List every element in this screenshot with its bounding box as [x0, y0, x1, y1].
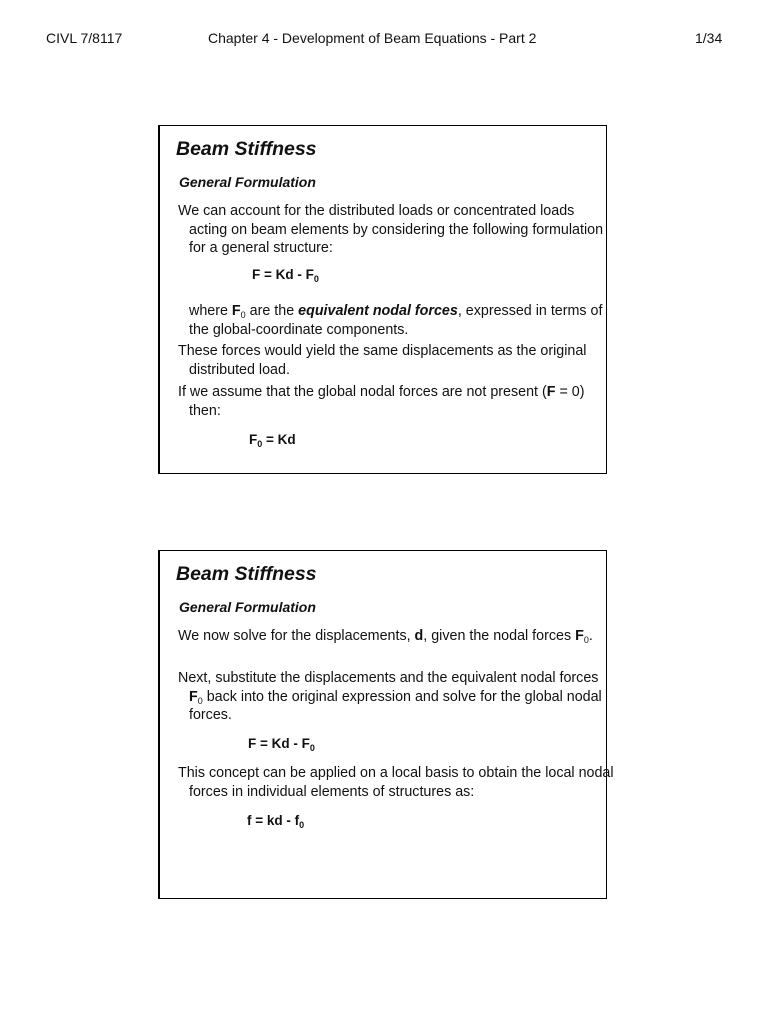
paragraph-same-displacements: These forces would yield the same displacements as the original distributed load.: [178, 343, 587, 378]
slide-title: Beam Stiffness: [176, 138, 317, 160]
equation-f0-kd: $F_0 = Kd$: [249, 432, 296, 449]
paragraph-local-basis: This concept can be applied on a local basis to obtain the local nodal forces in individual elements of structures as:: [178, 765, 614, 800]
equation-f-kd-f0: $F = Kd - F_0$: [248, 736, 315, 753]
paragraph-solve-displacements: We now solve for the displacements, d, given the nodal forces $F_0$.: [178, 628, 593, 645]
paragraph-equivalent-nodal-forces: where $F_0$ are the equivalent nodal forces, expressed in terms of the global-coordinate components.: [189, 303, 603, 338]
document-title: Chapter 4 - Development of Beam Equations - Part 2: [208, 30, 537, 46]
equation-f-kd-f0: $F = Kd - F_0$: [252, 267, 319, 284]
slide-1: [158, 125, 607, 474]
slide-subtitle: General Formulation: [179, 599, 316, 615]
paragraph-intro: We can account for the distributed loads or concentrated loads acting on beam elements by considering the following formulation for a general structure:: [178, 203, 604, 256]
slide-2: [158, 550, 614, 899]
paragraph-substitute: Next, substitute the displacements and the equivalent nodal forces $F_0$ back into the original expression and solve for the global nodal forces.: [178, 670, 602, 723]
slide-title: Beam Stiffness: [176, 563, 317, 585]
equation-local-f-kd-f0: f = kd - $f_0$: [247, 813, 305, 830]
page-number: 1/34: [695, 30, 723, 46]
course-code: CIVL 7/8117: [46, 30, 123, 46]
paragraph-assumption: If we assume that the global nodal forces are not present (F = 0) then:: [178, 384, 585, 419]
slide-subtitle: General Formulation: [179, 174, 316, 190]
